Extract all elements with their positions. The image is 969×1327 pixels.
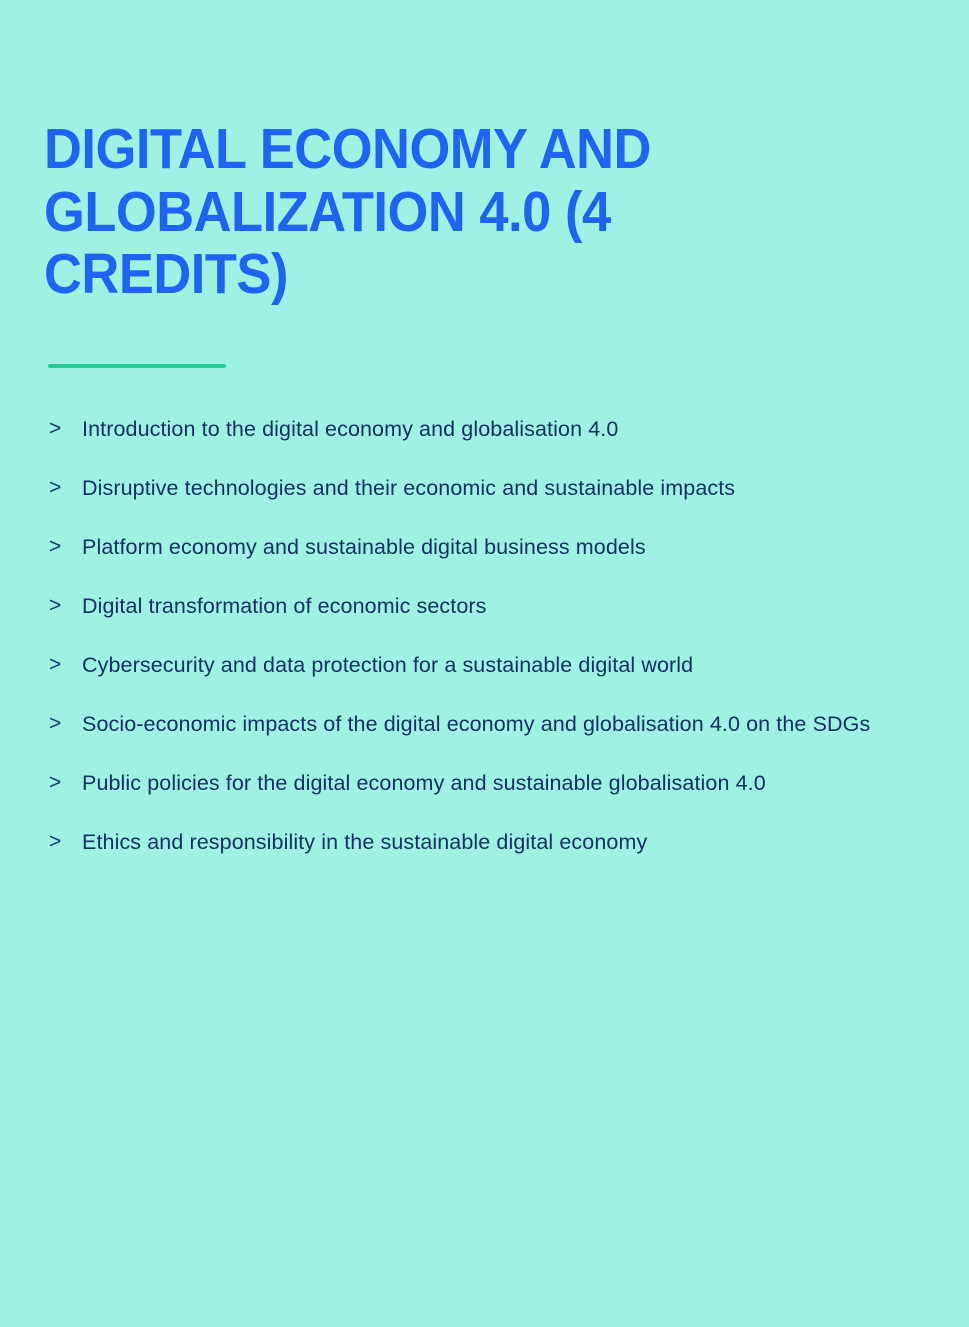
list-item (46, 827, 921, 858)
topics-list (46, 414, 921, 858)
chevron-right-icon: > (49, 535, 62, 559)
list-item (46, 768, 921, 799)
chevron-right-icon: > (49, 771, 62, 795)
chevron-right-icon: > (49, 594, 62, 618)
page-title: DIGITAL ECONOMY AND GLOBALIZATION 4.0 (4 CREDITS) (44, 117, 651, 307)
list-item-label: Ethics and responsibility in the sustainable digital economy (82, 830, 648, 855)
chevron-right-icon: > (49, 653, 62, 677)
list-item-label: Digital transformation of economic sectors (82, 594, 487, 619)
chevron-right-icon: > (49, 830, 62, 854)
list-item (46, 473, 921, 504)
list-item (46, 709, 921, 740)
list-item-label: Public policies for the digital economy and sustainable globalisation 4.0 (82, 771, 766, 796)
list-item (46, 591, 921, 622)
chevron-right-icon: > (49, 417, 62, 441)
title-divider (48, 364, 226, 368)
list-item-label: Socio-economic impacts of the digital economy and globalisation 4.0 on the SDGs (82, 712, 871, 737)
list-item (46, 650, 921, 681)
list-item-label: Disruptive technologies and their economic and sustainable impacts (82, 476, 736, 501)
list-item-label: Cybersecurity and data protection for a sustainable digital world (82, 653, 694, 678)
list-item (46, 532, 921, 563)
list-item-label: Introduction to the digital economy and globalisation 4.0 (82, 417, 619, 442)
list-item (46, 414, 921, 445)
chevron-right-icon: > (49, 712, 62, 736)
list-item-label: Platform economy and sustainable digital business models (82, 535, 646, 560)
chevron-right-icon: > (49, 476, 62, 500)
